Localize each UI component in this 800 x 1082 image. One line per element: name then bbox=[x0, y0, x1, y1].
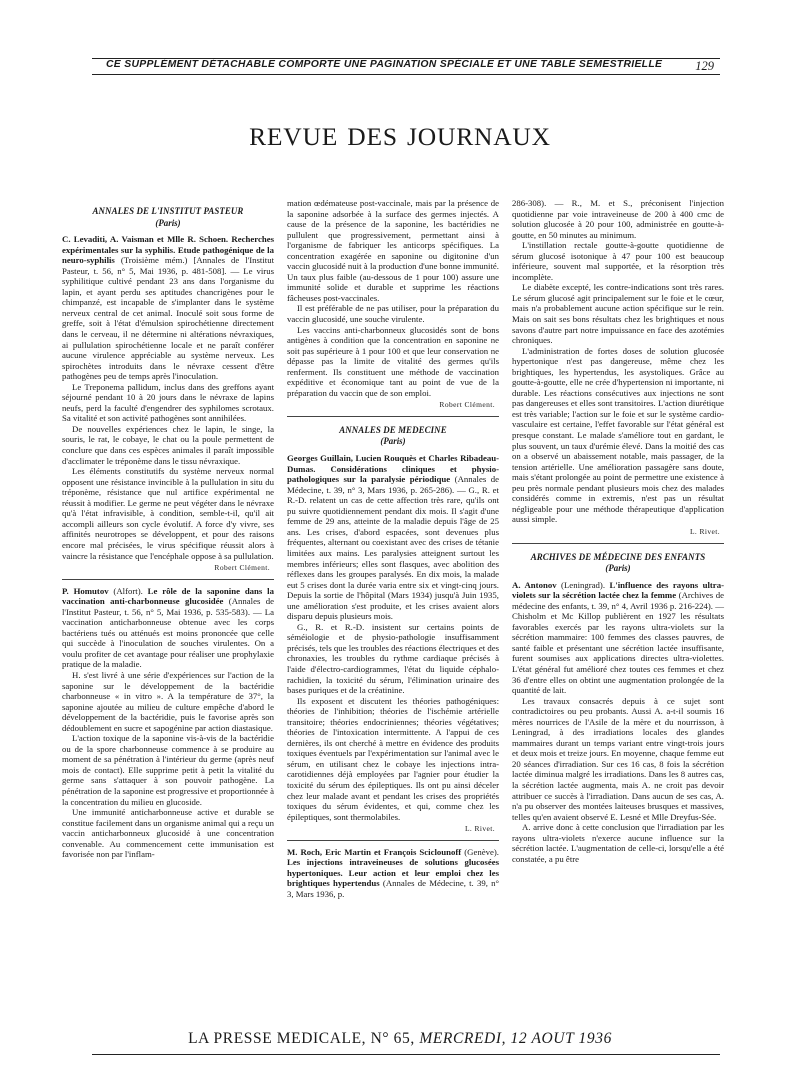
article-authors: P. Homutov bbox=[62, 585, 114, 596]
article-4-header: M. Roch, Eric Martin et François Sciclounoff (Genève). Les injections intraveineuses de solutions glucosées hypertoniques. Leur action et leur emploi chez les brightiques hypertendus (Annales de Médecine, t. 39, n° 3, Mars 1936, p. bbox=[287, 846, 499, 899]
article-reference: (Archives de médecine des enfants, t. 39, n° 4, Avril 1936 p. 216-224). bbox=[512, 590, 724, 611]
article-separator bbox=[287, 840, 499, 841]
article-separator bbox=[287, 416, 499, 417]
article-paragraph: Une immunité anticharbonneuse active et durable se constitue facilement dans un organisme animal qui a reçu un vaccin anticharbonneux glucosidé à une concentration convenable. Au commencement cette immunisation est favorisée non par l'inflam- bbox=[62, 807, 274, 860]
header-rule-bottom bbox=[92, 74, 720, 75]
article-separator bbox=[62, 579, 274, 580]
article-2-header: P. Homutov (Alfort). Le rôle de la saponine dans la vaccination anti-charbonneuse glucosidée (Annales de l'Institut Pasteur, t. 56, n° 5, Mai 1936, p. 535-583). — La vaccination anticharbonneuse obtenue avec les corps bactériens tués ou atténués est moins prononcée que celle qui succède à l'inoculation de souches virulentes. On a voulu profiter de cet avantage pour réaliser une prophylaxie pratique de la maladie. bbox=[62, 585, 274, 670]
article-paragraph: H. s'est livré à une série d'expériences sur l'action de la saponine sur le développement de la bactéridie charbonneuse « in vitro ». A la température de 37°, la saponine ajoutée au milieu de culture empêche d'abord le développement de la bactéridie, puis le favorise après son dédoublement en sucre et sapogénine par action diastasique. bbox=[62, 669, 274, 733]
column-3 bbox=[512, 198, 724, 864]
article-reference: (Annales de Médecine, t. 39, n° 3, Mars 1936, p. bbox=[287, 878, 499, 899]
article-authors: M. Roch, Eric Martin et François Sciclounoff bbox=[287, 846, 465, 857]
footer-journal: LA PRESSE MEDICALE, N° 65, bbox=[188, 1030, 415, 1047]
article-body: — Le virus syphilitique cultivé pendant 23 ans dans l'organisme du lapin, et ayant perdu ses aptitudes chancrigènes pour le chimpanzé, est incapable de s'implanter dans le système nerveux central de cet animal. Inoculé soit sous forme de greffe, soit à l'état d'émulsion spirochétienne directement dans le cerveau, il ne détermine ni altérations névraxiques, ai pullulation spirochétienne locale et ne paraît conférer aucune virulence appréciable au système nerveux. Les spirochètes introduits dans le névraxe cessent d'être pathogènes peu de temps après l'inoculation. bbox=[62, 265, 275, 382]
article-paragraph: Les éléments constitutifs du système nerveux normal opposent une résistance invincible à la pullulation in situ du tréponème, résistance que nul artifice expérimental ne réussit à modifier. Le germe ne peut végéter dans le névraxe qu'à l'état infravisible, à condition, semble-t-il, qu'il ait accompli ailleurs son cycle évolutif. A force d'y vivre, ses affinités neurotropes se développent, et pour des raisons encore mal précisées, le virus spécifique réussit alors à vaincre la résistance que l'encéphale oppose à sa pullulation. bbox=[62, 466, 274, 561]
article-paragraph: Le Treponema pallidum, inclus dans des greffons ayant séjourné pendant 10 à 20 jours dans le névraxe de lapins neufs, perd la faculté d'engendrer des syphilomes scrotaux. Sa vitalité et son activité pathogènes sont annihilées. bbox=[62, 381, 274, 424]
article-reference: (Annales de l'Institut Pasteur, t. 56, n° 5, Mai 1936, p. 535-583). bbox=[62, 596, 274, 617]
article-place: (Alfort). bbox=[113, 585, 148, 596]
article-paragraph: Les travaux consacrés depuis à ce sujet sont contradictoires ou peu probants. Aussi A. a-t-il soumis 16 mères nourrices de l'Asile de la mère et du nourrisson, à Leningrad, à des irradiations locales des glandes mammaires durant un temps variant entre vingt-trois jours et deux mois et treize jours. En moyenne, chaque femme eut 20 séances d'irradiation. Sur ces 16 cas, 8 fois la sécrétion lactée diminua malgré les irradiations. Dans les 8 autres cas, la sécrétion lactée augmenta, mais A. ne croit pas devoir attribuer ce succès à l'irradiation. Dans aucun de ses cas, A. n'a pu observer des montées laiteuses brusques et massives, telles qu'en avaient observé E. Lesné et Mlle Dreyfus-Sée. bbox=[512, 695, 724, 822]
section-heading: ANNALES DE L'INSTITUT PASTEUR bbox=[92, 206, 244, 216]
article-authors: A. Antonov bbox=[512, 579, 562, 590]
article-authors: Georges Guillain, Lucien Rouquès et Charles Ribadeau-Dumas. bbox=[287, 453, 499, 474]
article-5-header: A. Antonov (Leningrad). L'influence des rayons ultra-violets sur la sécrétion lactée chez la femme (Archives de médecine des enfants, t. 39, n° 4, Avril 1936 p. 216-224). — Chisholm et Mc Killop publièrent en 1927 les résultats favorables exercés par les rayons ultra-violets sur la sécrétion mammaire: 100 femmes des classes pauvres, de santé faible et présentant une sécrétion lactée insuffisante, furent soumises aux applications directes ultra-violettes. L'état général fut amélioré chez toutes ces femmes et chez 36 d'entre elles on obtint une augmentation prolongée de la quantité de lait. bbox=[512, 579, 724, 696]
article-paragraph: L'instillation rectale goutte-à-goutte quotidienne de sérum glucosé isotonique à 47 pour 100 est beaucoup inférieure, souvent mal supportée, et la résorption très incomplète. bbox=[512, 240, 724, 282]
article-place: (Genève). bbox=[464, 846, 499, 857]
section-heading: ANNALES DE MEDECINE bbox=[339, 424, 447, 435]
article-paragraph: Le diabète excepté, les contre-indications sont très rares. Le sérum glucosé agit principalement sur le foie et le cœur, mais n'a probablement aucune action spécifique sur le rein. Mais on sait ses bons résultats chez les brightiques et nous savons d'autre part notre impuissance en face des azotémies chroniques. bbox=[512, 282, 724, 346]
article-paragraph: G., R. et R.-D. insistent sur certains points de séméiologie et de physio-pathologie insuffisamment précisés, tels que les troubles des réactions électriques et des chronaxies, les troubles du rythme cardiaque précisés à l'aide d'électro-cardiogrammes, l'état du liquide céphalo-rachidien, la toxicité du sérum, l'élimination urinaire des bases puriques et de la créatinine. bbox=[287, 621, 499, 696]
article-place: (Leningrad). bbox=[561, 579, 610, 590]
article-3-header: Georges Guillain, Lucien Rouquès et Charles Ribadeau-Dumas. Considérations cliniques et physio-pathologiques sur la paralysie périodique (Annales de Médecine, t. 39, n° 3, Mars 1936, p. 265-286). — G., R. et R.-D. relatent un cas de cette affection très rare, qu'ils ont pu suivre quotidiennement pendant dix mois. Il s'agit d'une femme de 29 ans, atteinte de la maladie depuis l'âge de 25 ans. Les crises, d'abord espacées, sont devenues plus fréquentes, alternant ou coexistant avec des crises de tétanie limitées aux mains. Les paralysies atteignent surtout les membres inférieurs; elles sont flasques, avec abolition des réflexes dans les groupes paralysés. En dix mois, la malade eut 5 crises dont la durée varia entre six et vingt-cinq jours. Depuis la sortie de l'hôpital (Mars 1934) jusqu'à Juin 1935, une amélioration s'est produite, et les crises avaient alors disparu depuis plusieurs mois. bbox=[287, 453, 499, 622]
article-reference: (Troisième mém.) [Annales de l'Institut Pasteur, t. 56, n° 5, Mai 1936, p. 481-508]. bbox=[62, 255, 274, 276]
section-city: (Paris) bbox=[155, 217, 181, 228]
footer-rule bbox=[92, 1054, 720, 1055]
reviewer-signature: L. Rivet. bbox=[689, 526, 720, 536]
page-title: REVUE DES JOURNAUX bbox=[249, 122, 551, 151]
article-paragraph: Les vaccins anti-charbonneux glucosidés sont de bons antigènes à condition que la concentration en saponine ne soit pas supérieure à 1 pour 100 et que leur conservation ne dépasse pas la limite de vitalité des germes qu'ils renferment. Ils constituent une méthode de vaccination expéditive et économique tant au point de vue de la préparation du vaccin que de son emploi. bbox=[287, 324, 499, 398]
reviewer-signature: L. Rivet. bbox=[464, 824, 495, 834]
supplement-notice: CE SUPPLÉMENT DÉTACHABLE COMPORTE UNE PAGINATION SPÉCIALE ET UNE TABLE SEMESTRIELLE bbox=[106, 59, 663, 70]
article-body: — G., R. et R.-D. relatent un cas de cette affection très rare, qu'ils ont pu suivre quotidiennement pendant dix mois. Il s'agit d'une femme de 29 ans, atteinte de la maladie depuis l'âge de 25 ans. Les crises, d'abord espacées, sont devenues plus fréquentes, alternant ou coexistant avec des crises de tétanie limitées aux mains. Les paralysies atteignent surtout les membres inférieurs; elles sont flasques, avec abolition des réflexes dans les groupes paralysés. En dix mois, la malade eut 5 crises dont la durée varia entre six et vingt-cinq jours. Depuis la sortie de l'hôpital (Mars 1934) jusqu'à Juin 1935, une amélioration s'est produite, et les crises avaient alors disparu depuis plusieurs mois. bbox=[287, 484, 499, 622]
reviewer-signature: Robert Clément. bbox=[439, 400, 495, 410]
article-paragraph: L'action toxique de la saponine vis-à-vis de la bactéridie ou de la spore charbonneuse commence à se produire au moment de sa pénétration à l'intérieur du germe (après neuf mois de contact). Elle supprime petit à petit la vitalité du germe sans s'attaquer à son pouvoir pathogène. La pénétration de la saponine est progressive et proportionnée à la concentration du milieu en glucoside. bbox=[62, 733, 274, 807]
section-city: (Paris) bbox=[380, 436, 406, 447]
article-1-header: C. Levaditi, A. Vaisman et Mlle R. Schoen. Recherches expérimentales sur la syphilis. Etude pathogénique de la neuro-syphilis (Troisième mém.) [Annales de l'Institut Pasteur, t. 56, n° 5, Mai 1936, p. 481-508]. — Le virus syphilitique cultivé pendant 23 ans dans l'organisme du lapin, et ayant perdu ses aptitudes chancrigènes pour le chimpanzé, est incapable de s'implanter dans le système nerveux central de cet animal. Inoculé soit sous forme de greffe, soit à l'état d'émulsion spirochétienne directement dans le cerveau, il ne détermine ni altérations névraxiques, ai pullulation spirochétienne locale et ne paraît conférer aucune virulence appréciable au système nerveux. Les spirochètes introduits dans le névraxe cessent d'être pathogènes peu de temps après l'inoculation. bbox=[62, 234, 275, 382]
section-heading: ARCHIVES DE MÉDECINE DES ENFANTS bbox=[530, 551, 706, 562]
footer-date: MERCREDI, 12 AOUT 1936 bbox=[419, 1030, 612, 1047]
article-paragraph: A. arrive donc à cette conclusion que l'irradiation par les rayons ultra-violets n'exerce aucune influence sur la sécrétion lactée. L'augmentation de celle-ci, lorsqu'elle a été constatée, a pu être bbox=[512, 822, 724, 864]
article-paragraph: 286-308). — R., M. et S., préconisent l'injection quotidienne par voie intraveineuse de 200 à 400 cmc de solution glucosée à 20 pour 100, administrée en goutte-à-goutte, en 50 minutes au minimum. bbox=[512, 198, 724, 240]
article-reference: (Annales de Médecine, t. 39, n° 3, Mars 1936, p. 265-286). bbox=[287, 474, 499, 495]
page-number: 129 bbox=[695, 59, 714, 73]
article-paragraph: Il est préférable de ne pas utiliser, pour la préparation du vaccin glucosidé, une souche virulente. bbox=[287, 303, 499, 325]
article-paragraph: L'administration de fortes doses de solution glucosée hypertonique n'est pas dangereuse, même chez les brightiques, les hypertendus, les asystoliques. Grâce au goutte-à-goutte, elle ne crée d'hypertension ni importante, ni durable. Les réactions consécutives aux injections ne sont pas dangereuses et elles sont transitoires. L'action diurétique est très variable; l'action sur le foie et sur le système cardio-vasculaire est certaine, l'effet favorable sur l'état général est presque constant. Le malade s'améliore tout en gardant, le plus souvent, un taux d'urémie élevé. Dans la moitié des cas on a observé un abaissement notable, mais passager, de la tension artérielle. Une amélioration passagère sans doute, mais s'étant prolongée au point de permettre une existence à peu près normale pendant plusieurs mois chez des malades considérés comme in extremis, n'est pas un résultat négligeable pour une méthode thérapeutique d'application aussi simple. bbox=[512, 345, 724, 525]
article-body: — La vaccination anticharbonneuse obtenue avec les corps bactériens tués ou atténués est moins prononcée que celle qui succède à l'inoculation de souches virulentes. On a voulu profiter de cet avantage pour réaliser une prophylaxie pratique de la maladie. bbox=[62, 606, 274, 670]
reviewer-signature: Robert Clément. bbox=[214, 563, 270, 573]
article-paragraph: De nouvelles expériences chez le lapin, le singe, la souris, le rat, le cobaye, le chat ou la poule permettent de conclure que dans ces espèces animales il paraît impossible d'acclimater le tréponème dans le tissu névraxique. bbox=[62, 423, 274, 466]
article-authors: C. Levaditi, A. Vaisman et Mlle R. Schoen. bbox=[62, 234, 232, 245]
section-city: (Paris) bbox=[605, 563, 631, 574]
column-2 bbox=[287, 198, 499, 899]
running-header bbox=[92, 56, 720, 76]
article-body: — Chisholm et Mc Killop publièrent en 1927 les résultats favorables exercés par les rayons ultra-violets sur la sécrétion mammaire: 100 femmes des classes pauvres, de santé faible et présentant une sécrétion lactée insuffisante, furent soumises aux applications directes ultra-violettes. L'état général fut amélioré chez toutes ces femmes et chez 36 d'entre elles on obtint une augmentation prolongée de la quantité de lait. bbox=[512, 600, 724, 696]
page-footer bbox=[0, 1030, 800, 1048]
article-paragraph: Ils exposent et discutent les théories pathogéniques: théories de l'inhibition; théories de l'ischémie artérielle transitoire; théories endocriniennes; théories végétatives; théories de l'intoxication intermittente. A l'appui de ces dernières, ils ont cherché à mettre en évidence des produits toxiques éventuels par l'expérimentation sur l'animal avec le sérum, en utilisant chez le cobaye les injections intra-carotidiennes déjà employées par l'agnier pour étudier la toxicité du sérum des épileptiques. Ils ont pu ainsi déceler chez leur malade avant et pendant les crises des propriétés toxiques du sérum évidentes, et qui, comme chez les épileptiques, sont thermolabiles. bbox=[287, 695, 499, 822]
article-paragraph: mation œdémateuse post-vaccinale, mais par la présence de la saponine adsorbée à la surface des germes injectés. A cause de la présence de la saponine, les bactéridies ne pullulent que progressivement, permettant ainsi à l'organisme de fabriquer les anticorps spécifiques. La concentration exagérée en saponine ou digitonine d'un vaccin glucosidé nuit à la production d'une bonne immunité. Un taux plus faible (au-dessous de 1 pour 100) assure une immunité solide et durable et supprime les réactions fâcheuses post-vaccinales. bbox=[287, 198, 499, 303]
article-separator bbox=[512, 543, 724, 544]
column-1 bbox=[62, 198, 274, 860]
